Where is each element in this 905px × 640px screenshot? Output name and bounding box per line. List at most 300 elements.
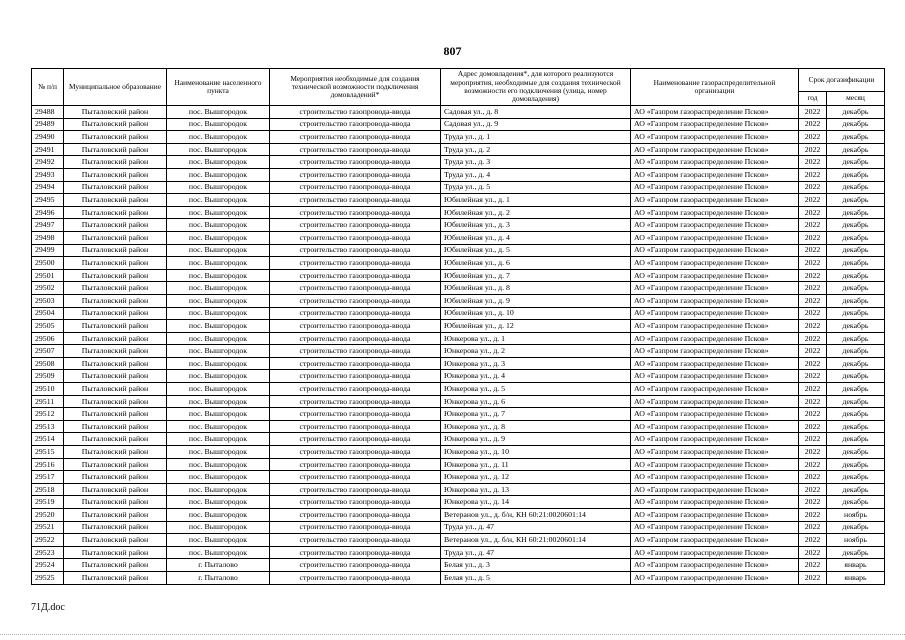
locality-cell: пос. Вышгородок: [167, 458, 270, 471]
municipality-cell: Пыталовский район: [64, 143, 167, 156]
municipality-cell: Пыталовский район: [64, 231, 167, 244]
municipality-cell: Пыталовский район: [64, 571, 167, 584]
locality-cell: пос. Вышгородок: [167, 257, 270, 270]
address-cell: Юбилейная ул., д. 6: [441, 257, 631, 270]
organization-cell: АО «Газпром газораспределение Псков»: [631, 219, 799, 232]
municipality-cell: Пыталовский район: [64, 521, 167, 534]
month-cell: ноябрь: [827, 534, 885, 547]
action-cell: строительство газопровода-ввода: [270, 383, 441, 396]
municipality-cell: Пыталовский район: [64, 244, 167, 257]
locality-cell: пос. Вышгородок: [167, 546, 270, 559]
address-cell: Труда ул., д. 2: [441, 143, 631, 156]
municipality-cell: Пыталовский район: [64, 509, 167, 522]
organization-cell: АО «Газпром газораспределение Псков»: [631, 118, 799, 131]
action-cell: строительство газопровода-ввода: [270, 131, 441, 144]
locality-cell: пос. Вышгородок: [167, 168, 270, 181]
row-number: 29498: [32, 231, 64, 244]
locality-cell: пос. Вышгородок: [167, 383, 270, 396]
locality-cell: пос. Вышгородок: [167, 269, 270, 282]
year-cell: 2022: [799, 471, 827, 484]
municipality-cell: Пыталовский район: [64, 534, 167, 547]
organization-cell: АО «Газпром газораспределение Псков»: [631, 496, 799, 509]
table-row: [32, 244, 885, 257]
header-address: Адрес домовладения*, для которого реализуются мероприятия, необходимые для создания технической возможности его подключения (улица, номер домовладения): [441, 69, 631, 106]
action-cell: строительство газопровода-ввода: [270, 244, 441, 257]
table-row: [32, 395, 885, 408]
action-cell: строительство газопровода-ввода: [270, 509, 441, 522]
year-cell: 2022: [799, 219, 827, 232]
row-number: 29500: [32, 257, 64, 270]
locality-cell: пос. Вышгородок: [167, 370, 270, 383]
address-cell: Юнкерова ул., д. 10: [441, 446, 631, 459]
address-cell: Юнкерова ул., д. 14: [441, 496, 631, 509]
header-year: год: [799, 92, 827, 106]
month-cell: декабрь: [827, 282, 885, 295]
table-row: [32, 168, 885, 181]
row-number: 29525: [32, 571, 64, 584]
action-cell: строительство газопровода-ввода: [270, 408, 441, 421]
table-row: [32, 294, 885, 307]
address-cell: Белая ул., д. 3: [441, 559, 631, 572]
year-cell: 2022: [799, 206, 827, 219]
locality-cell: пос. Вышгородок: [167, 181, 270, 194]
organization-cell: АО «Газпром газораспределение Псков»: [631, 244, 799, 257]
address-cell: Садовая ул., д. 8: [441, 106, 631, 119]
gasification-table: [31, 68, 885, 585]
address-cell: Юнкерова ул., д. 2: [441, 345, 631, 358]
table-row: [32, 219, 885, 232]
organization-cell: АО «Газпром газораспределение Псков»: [631, 383, 799, 396]
action-cell: строительство газопровода-ввода: [270, 294, 441, 307]
locality-cell: пос. Вышгородок: [167, 332, 270, 345]
header-month: месяц: [827, 92, 885, 106]
locality-cell: пос. Вышгородок: [167, 320, 270, 333]
address-cell: Юбилейная ул., д. 1: [441, 194, 631, 207]
row-number: 29522: [32, 534, 64, 547]
year-cell: 2022: [799, 257, 827, 270]
table-row: [32, 181, 885, 194]
header-action: Мероприятия необходимые для создания технической возможности подключения домовладений*: [270, 69, 441, 106]
locality-cell: пос. Вышгородок: [167, 483, 270, 496]
locality-cell: пос. Вышгородок: [167, 282, 270, 295]
year-cell: 2022: [799, 521, 827, 534]
row-number: 29516: [32, 458, 64, 471]
locality-cell: г. Пыталово: [167, 559, 270, 572]
month-cell: декабрь: [827, 458, 885, 471]
address-cell: Юнкерова ул., д. 7: [441, 408, 631, 421]
month-cell: декабрь: [827, 546, 885, 559]
table-row: [32, 345, 885, 358]
organization-cell: АО «Газпром газораспределение Псков»: [631, 571, 799, 584]
year-cell: 2022: [799, 244, 827, 257]
table-row: [32, 106, 885, 119]
action-cell: строительство газопровода-ввода: [270, 219, 441, 232]
action-cell: строительство газопровода-ввода: [270, 483, 441, 496]
municipality-cell: Пыталовский район: [64, 181, 167, 194]
table-row: [32, 471, 885, 484]
year-cell: 2022: [799, 546, 827, 559]
row-number: 29518: [32, 483, 64, 496]
address-cell: Юнкерова ул., д. 1: [441, 332, 631, 345]
organization-cell: АО «Газпром газораспределение Псков»: [631, 307, 799, 320]
table-row: [32, 534, 885, 547]
address-cell: Юбилейная ул., д. 12: [441, 320, 631, 333]
action-cell: строительство газопровода-ввода: [270, 332, 441, 345]
organization-cell: АО «Газпром газораспределение Псков»: [631, 231, 799, 244]
year-cell: 2022: [799, 168, 827, 181]
locality-cell: пос. Вышгородок: [167, 420, 270, 433]
month-cell: декабрь: [827, 370, 885, 383]
municipality-cell: Пыталовский район: [64, 408, 167, 421]
organization-cell: АО «Газпром газораспределение Псков»: [631, 395, 799, 408]
address-cell: Юнкерова ул., д. 9: [441, 433, 631, 446]
municipality-cell: Пыталовский район: [64, 206, 167, 219]
locality-cell: пос. Вышгородок: [167, 294, 270, 307]
municipality-cell: Пыталовский район: [64, 194, 167, 207]
organization-cell: АО «Газпром газораспределение Псков»: [631, 509, 799, 522]
municipality-cell: Пыталовский район: [64, 433, 167, 446]
municipality-cell: Пыталовский район: [64, 168, 167, 181]
table-row: [32, 118, 885, 131]
action-cell: строительство газопровода-ввода: [270, 420, 441, 433]
year-cell: 2022: [799, 458, 827, 471]
month-cell: декабрь: [827, 206, 885, 219]
organization-cell: АО «Газпром газораспределение Псков»: [631, 294, 799, 307]
month-cell: декабрь: [827, 320, 885, 333]
municipality-cell: Пыталовский район: [64, 156, 167, 169]
organization-cell: АО «Газпром газораспределение Псков»: [631, 471, 799, 484]
locality-cell: пос. Вышгородок: [167, 534, 270, 547]
month-cell: декабрь: [827, 521, 885, 534]
action-cell: строительство газопровода-ввода: [270, 269, 441, 282]
action-cell: строительство газопровода-ввода: [270, 496, 441, 509]
address-cell: Ветеранов ул., д. б/н, КН 60:21:0020601:14: [441, 534, 631, 547]
row-number: 29490: [32, 131, 64, 144]
month-cell: декабрь: [827, 446, 885, 459]
month-cell: декабрь: [827, 483, 885, 496]
row-number: 29520: [32, 509, 64, 522]
organization-cell: АО «Газпром газораспределение Псков»: [631, 269, 799, 282]
row-number: 29507: [32, 345, 64, 358]
address-cell: Юбилейная ул., д. 2: [441, 206, 631, 219]
month-cell: ноябрь: [827, 509, 885, 522]
table-row: [32, 446, 885, 459]
year-cell: 2022: [799, 357, 827, 370]
row-number: 29511: [32, 395, 64, 408]
row-number: 29513: [32, 420, 64, 433]
address-cell: Труда ул., д. 5: [441, 181, 631, 194]
footer-filename: 71Д.doc: [31, 602, 65, 613]
organization-cell: АО «Газпром газораспределение Псков»: [631, 106, 799, 119]
locality-cell: г. Пыталово: [167, 571, 270, 584]
header-term: Срок догазификации: [799, 69, 885, 92]
table-row: [32, 206, 885, 219]
month-cell: декабрь: [827, 231, 885, 244]
table-row: [32, 370, 885, 383]
organization-cell: АО «Газпром газораспределение Псков»: [631, 458, 799, 471]
locality-cell: пос. Вышгородок: [167, 106, 270, 119]
organization-cell: АО «Газпром газораспределение Псков»: [631, 420, 799, 433]
row-number: 29494: [32, 181, 64, 194]
locality-cell: пос. Вышгородок: [167, 206, 270, 219]
year-cell: 2022: [799, 420, 827, 433]
year-cell: 2022: [799, 345, 827, 358]
municipality-cell: Пыталовский район: [64, 471, 167, 484]
table-row: [32, 483, 885, 496]
row-number: 29492: [32, 156, 64, 169]
table-row: [32, 143, 885, 156]
municipality-cell: Пыталовский район: [64, 257, 167, 270]
action-cell: строительство газопровода-ввода: [270, 433, 441, 446]
address-cell: Юбилейная ул., д. 9: [441, 294, 631, 307]
row-number: 29508: [32, 357, 64, 370]
row-number: 29488: [32, 106, 64, 119]
table-row: [32, 131, 885, 144]
locality-cell: пос. Вышгородок: [167, 408, 270, 421]
address-cell: Юнкерова ул., д. 3: [441, 357, 631, 370]
row-number: 29524: [32, 559, 64, 572]
row-number: 29510: [32, 383, 64, 396]
table-row: [32, 282, 885, 295]
table-row: [32, 521, 885, 534]
month-cell: декабрь: [827, 420, 885, 433]
address-cell: Юбилейная ул., д. 10: [441, 307, 631, 320]
table-row: [32, 320, 885, 333]
action-cell: строительство газопровода-ввода: [270, 521, 441, 534]
locality-cell: пос. Вышгородок: [167, 357, 270, 370]
action-cell: строительство газопровода-ввода: [270, 257, 441, 270]
address-cell: Юбилейная ул., д. 4: [441, 231, 631, 244]
page-number: 807: [443, 44, 462, 58]
table-row: [32, 156, 885, 169]
header-num: № п/п: [32, 69, 64, 106]
month-cell: декабрь: [827, 294, 885, 307]
year-cell: 2022: [799, 307, 827, 320]
month-cell: декабрь: [827, 194, 885, 207]
locality-cell: пос. Вышгородок: [167, 509, 270, 522]
address-cell: Труда ул., д. 4: [441, 168, 631, 181]
organization-cell: АО «Газпром газораспределение Псков»: [631, 206, 799, 219]
action-cell: строительство газопровода-ввода: [270, 471, 441, 484]
municipality-cell: Пыталовский район: [64, 282, 167, 295]
municipality-cell: Пыталовский район: [64, 458, 167, 471]
year-cell: 2022: [799, 433, 827, 446]
organization-cell: АО «Газпром газораспределение Псков»: [631, 559, 799, 572]
table-row: [32, 257, 885, 270]
table-row: [32, 408, 885, 421]
action-cell: строительство газопровода-ввода: [270, 168, 441, 181]
row-number: 29499: [32, 244, 64, 257]
month-cell: декабрь: [827, 433, 885, 446]
year-cell: 2022: [799, 534, 827, 547]
year-cell: 2022: [799, 294, 827, 307]
month-cell: декабрь: [827, 357, 885, 370]
month-cell: декабрь: [827, 269, 885, 282]
month-cell: декабрь: [827, 168, 885, 181]
year-cell: 2022: [799, 370, 827, 383]
municipality-cell: Пыталовский район: [64, 294, 167, 307]
address-cell: Труда ул., д. 47: [441, 546, 631, 559]
organization-cell: АО «Газпром газораспределение Псков»: [631, 446, 799, 459]
table-row: [32, 332, 885, 345]
row-number: 29489: [32, 118, 64, 131]
table-row: [32, 383, 885, 396]
year-cell: 2022: [799, 571, 827, 584]
action-cell: строительство газопровода-ввода: [270, 446, 441, 459]
action-cell: строительство газопровода-ввода: [270, 206, 441, 219]
action-cell: строительство газопровода-ввода: [270, 156, 441, 169]
row-number: 29504: [32, 307, 64, 320]
year-cell: 2022: [799, 181, 827, 194]
organization-cell: АО «Газпром газораспределение Псков»: [631, 257, 799, 270]
row-number: 29497: [32, 219, 64, 232]
row-number: 29491: [32, 143, 64, 156]
row-number: 29496: [32, 206, 64, 219]
month-cell: декабрь: [827, 131, 885, 144]
locality-cell: пос. Вышгородок: [167, 395, 270, 408]
table-row: [32, 458, 885, 471]
action-cell: строительство газопровода-ввода: [270, 194, 441, 207]
row-number: 29515: [32, 446, 64, 459]
table-row: [32, 496, 885, 509]
municipality-cell: Пыталовский район: [64, 370, 167, 383]
address-cell: Белая ул., д. 5: [441, 571, 631, 584]
municipality-cell: Пыталовский район: [64, 269, 167, 282]
month-cell: декабрь: [827, 118, 885, 131]
municipality-cell: Пыталовский район: [64, 118, 167, 131]
organization-cell: АО «Газпром газораспределение Псков»: [631, 546, 799, 559]
organization-cell: АО «Газпром газораспределение Псков»: [631, 370, 799, 383]
row-number: 29502: [32, 282, 64, 295]
header-municipality: Муниципальное образование: [64, 69, 167, 106]
table-row: [32, 194, 885, 207]
year-cell: 2022: [799, 143, 827, 156]
table-row: [32, 231, 885, 244]
address-cell: Юнкерова ул., д. 8: [441, 420, 631, 433]
table-row: [32, 509, 885, 522]
municipality-cell: Пыталовский район: [64, 357, 167, 370]
month-cell: декабрь: [827, 156, 885, 169]
table-row: [32, 559, 885, 572]
action-cell: строительство газопровода-ввода: [270, 181, 441, 194]
action-cell: строительство газопровода-ввода: [270, 357, 441, 370]
address-cell: Садовая ул., д. 9: [441, 118, 631, 131]
action-cell: строительство газопровода-ввода: [270, 345, 441, 358]
action-cell: строительство газопровода-ввода: [270, 458, 441, 471]
year-cell: 2022: [799, 383, 827, 396]
address-cell: Юбилейная ул., д. 7: [441, 269, 631, 282]
year-cell: 2022: [799, 320, 827, 333]
header-organization: Наименование газораспределительной организации: [631, 69, 799, 106]
row-number: 29505: [32, 320, 64, 333]
locality-cell: пос. Вышгородок: [167, 433, 270, 446]
row-number: 29523: [32, 546, 64, 559]
table-row: [32, 546, 885, 559]
row-number: 29519: [32, 496, 64, 509]
table-row: [32, 307, 885, 320]
year-cell: 2022: [799, 106, 827, 119]
action-cell: строительство газопровода-ввода: [270, 307, 441, 320]
month-cell: декабрь: [827, 307, 885, 320]
year-cell: 2022: [799, 446, 827, 459]
year-cell: 2022: [799, 559, 827, 572]
municipality-cell: Пыталовский район: [64, 496, 167, 509]
month-cell: декабрь: [827, 471, 885, 484]
month-cell: январь: [827, 559, 885, 572]
organization-cell: АО «Газпром газораспределение Псков»: [631, 332, 799, 345]
organization-cell: АО «Газпром газораспределение Псков»: [631, 408, 799, 421]
month-cell: декабрь: [827, 332, 885, 345]
locality-cell: пос. Вышгородок: [167, 219, 270, 232]
municipality-cell: Пыталовский район: [64, 131, 167, 144]
organization-cell: АО «Газпром газораспределение Псков»: [631, 320, 799, 333]
year-cell: 2022: [799, 408, 827, 421]
action-cell: строительство газопровода-ввода: [270, 546, 441, 559]
address-cell: Юнкерова ул., д. 5: [441, 383, 631, 396]
address-cell: Юнкерова ул., д. 13: [441, 483, 631, 496]
table-body: [32, 106, 885, 585]
organization-cell: АО «Газпром газораспределение Псков»: [631, 282, 799, 295]
table-row: [32, 269, 885, 282]
locality-cell: пос. Вышгородок: [167, 446, 270, 459]
municipality-cell: Пыталовский район: [64, 345, 167, 358]
municipality-cell: Пыталовский район: [64, 106, 167, 119]
organization-cell: АО «Газпром газораспределение Псков»: [631, 181, 799, 194]
organization-cell: АО «Газпром газораспределение Псков»: [631, 143, 799, 156]
action-cell: строительство газопровода-ввода: [270, 106, 441, 119]
address-cell: Труда ул., д. 47: [441, 521, 631, 534]
table-row: [32, 433, 885, 446]
locality-cell: пос. Вышгородок: [167, 471, 270, 484]
organization-cell: АО «Газпром газораспределение Псков»: [631, 357, 799, 370]
locality-cell: пос. Вышгородок: [167, 156, 270, 169]
action-cell: строительство газопровода-ввода: [270, 534, 441, 547]
municipality-cell: Пыталовский район: [64, 383, 167, 396]
year-cell: 2022: [799, 194, 827, 207]
row-number: 29509: [32, 370, 64, 383]
address-cell: Юбилейная ул., д. 3: [441, 219, 631, 232]
organization-cell: АО «Газпром газораспределение Псков»: [631, 345, 799, 358]
organization-cell: АО «Газпром газораспределение Псков»: [631, 168, 799, 181]
locality-cell: пос. Вышгородок: [167, 231, 270, 244]
year-cell: 2022: [799, 483, 827, 496]
organization-cell: АО «Газпром газораспределение Псков»: [631, 521, 799, 534]
year-cell: 2022: [799, 496, 827, 509]
year-cell: 2022: [799, 156, 827, 169]
locality-cell: пос. Вышгородок: [167, 131, 270, 144]
row-number: 29495: [32, 194, 64, 207]
municipality-cell: Пыталовский район: [64, 395, 167, 408]
month-cell: декабрь: [827, 345, 885, 358]
organization-cell: АО «Газпром газораспределение Псков»: [631, 156, 799, 169]
address-cell: Юнкерова ул., д. 6: [441, 395, 631, 408]
year-cell: 2022: [799, 395, 827, 408]
year-cell: 2022: [799, 332, 827, 345]
locality-cell: пос. Вышгородок: [167, 118, 270, 131]
municipality-cell: Пыталовский район: [64, 546, 167, 559]
row-number: 29512: [32, 408, 64, 421]
year-cell: 2022: [799, 282, 827, 295]
action-cell: строительство газопровода-ввода: [270, 571, 441, 584]
action-cell: строительство газопровода-ввода: [270, 370, 441, 383]
year-cell: 2022: [799, 509, 827, 522]
locality-cell: пос. Вышгородок: [167, 143, 270, 156]
year-cell: 2022: [799, 231, 827, 244]
locality-cell: пос. Вышгородок: [167, 307, 270, 320]
header-locality: Наименование населенного пункта: [167, 69, 270, 106]
address-cell: Юнкерова ул., д. 12: [441, 471, 631, 484]
table-row: [32, 571, 885, 584]
